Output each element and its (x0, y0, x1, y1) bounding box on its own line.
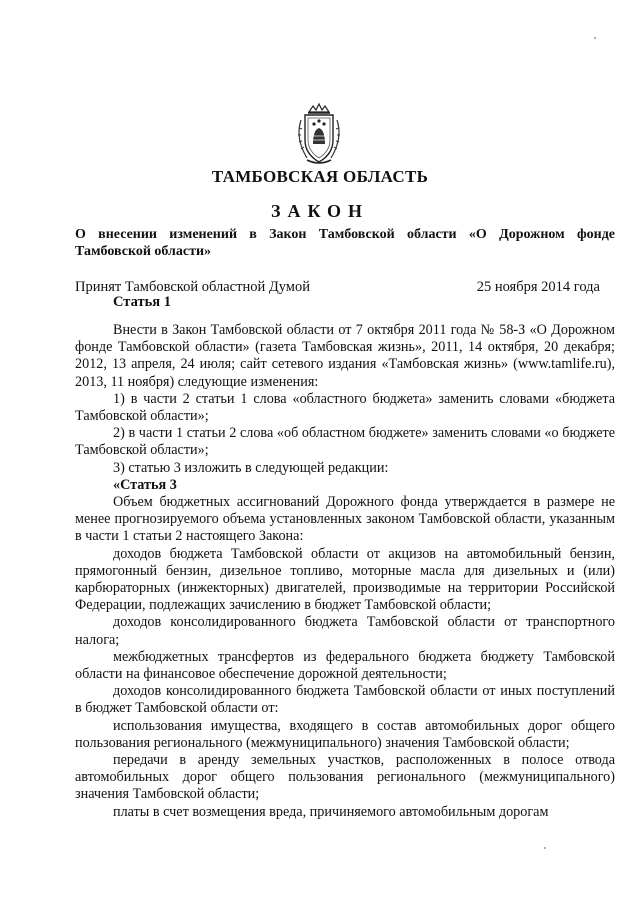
scan-speck (544, 847, 546, 849)
law-subject: О внесении изменений в Закон Тамбовской области «О Дорожном фонде Тамбовской области» (75, 227, 615, 259)
region-title: ТАМБОВСКАЯ ОБЛАСТЬ (211, 167, 429, 186)
paragraph: Внести в Закон Тамбовской области от 7 октября 2011 года № 58-З «О Дорожном фонде Тамбовской области» (газета Тамбовская жизнь», 2011, 14 октября, 20 декабря; 2012, 13 апреля, 24 июля; сайт сетевого издания «Тамбовская жизнь» (www.tamlife.ru), 2013, 11 ноября) следующие изменения: (75, 322, 615, 390)
paragraph: доходов консолидированного бюджета Тамбовской области от иных поступлений в бюджет Тамбовской области от: (75, 683, 615, 717)
paragraph: использования имущества, входящего в состав автомобильных дорог общего пользования регионального (межмуниципального) значения Тамбовской области; (75, 717, 615, 751)
paragraph: Объем бюджетных ассигнований Дорожного фонда утверждается в размере не менее прогнозируемого объема установленных законом Тамбовской области, указанным в части 1 статьи 2 настоящего Закона: (75, 494, 615, 545)
quoted-article-heading: «Статья 3 (113, 476, 177, 493)
paragraph: доходов бюджета Тамбовской области от акцизов на автомобильный бензин, прямогонный бензин, дизельное топливо, моторные масла для дизельных и (или) карбюраторных (инжекторных) двигателей, производимые на территории Российской Федерации, подлежащих зачислению в бюджет Тамбовской области; (75, 545, 615, 614)
scan-speck (594, 37, 596, 39)
paragraph: передачи в аренду земельных участков, расположенных в полосе отвода автомобильных дорог общего пользования регионального (межмуниципального) значения Тамбовской области; (75, 752, 615, 803)
coat-of-arms-emblem (291, 102, 347, 166)
document-type-title: ЗАКОН (270, 201, 370, 221)
paragraph: 1) в части 2 статьи 1 слова «областного бюджета» заменить словами «бюджета Тамбовской области»; (75, 390, 615, 425)
paragraph: доходов консолидированного бюджета Тамбовской области от транспортного налога; (75, 614, 615, 648)
paragraph: межбюджетных трансфертов из федерального бюджета бюджету Тамбовской области на финансовое обеспечение дорожной деятельности; (75, 648, 615, 683)
adopted-by: Принят Тамбовской областной Думой (75, 279, 310, 295)
adoption-date: 25 ноября 2014 года (476, 279, 600, 295)
document-body (75, 322, 615, 821)
paragraph: 2) в части 1 статьи 2 слова «об областном бюджете» заменить словами «о бюджете Тамбовской области»; (75, 425, 615, 459)
paragraph: платы в счет возмещения вреда, причиняемого автомобильным дорогам (113, 803, 549, 820)
article-heading: Статья 1 (113, 294, 171, 310)
paragraph: 3) статью 3 изложить в следующей редакции: (113, 459, 389, 476)
